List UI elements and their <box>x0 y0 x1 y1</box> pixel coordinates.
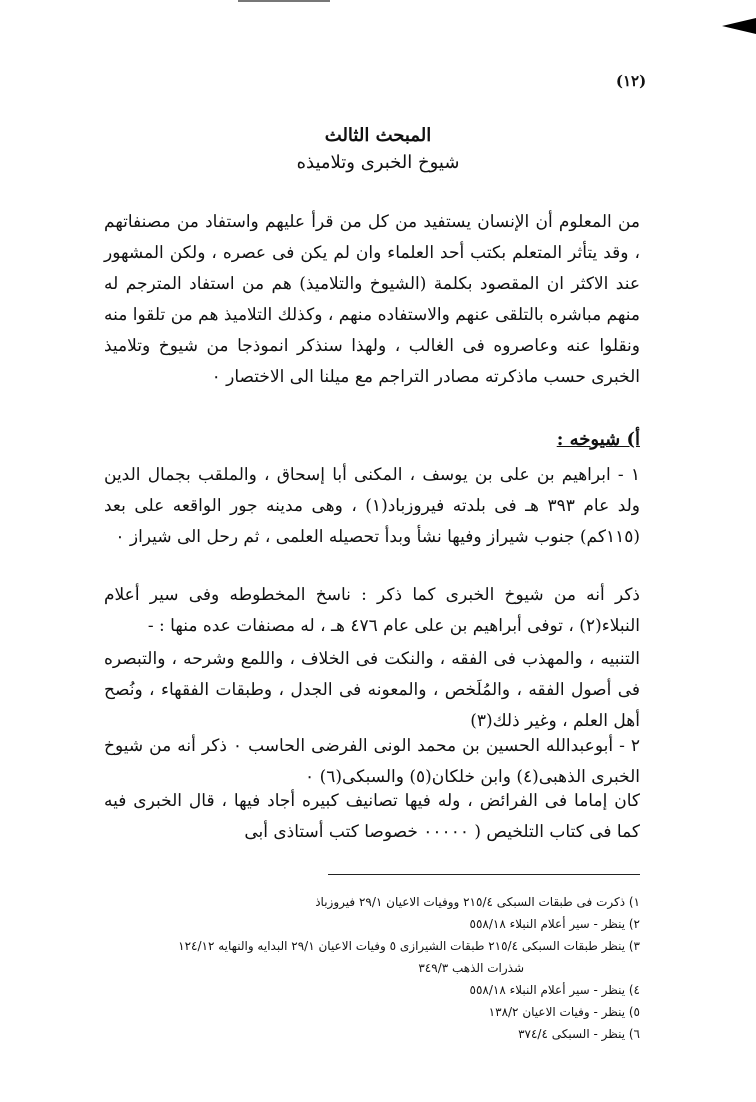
footnote-4: ٤) ينظر - سير أعلام النبلاء ٥٥٨/١٨ <box>469 983 640 997</box>
teacher-entry-2-details: كان إماما فى الفرائض ، وله فيها تصانيف كبيره أجاد فيها ، قال الخبرى فيه كما فى كتاب التلخيص ( ٠٠٠٠٠ خصوصا كتب أستاذى أبى <box>104 791 640 842</box>
footnote-6: ٦) ينظر - السبكى ٣٧٤/٤ <box>518 1027 640 1041</box>
scan-edge-mark <box>238 0 330 2</box>
section-heading-teachers: أ) شيوخه : <box>556 429 640 450</box>
teacher-entry-2: ٢ - أبوعبدالله الحسين بن محمد الونى الفرضى الحاسب ٠ ذكر أنه من شيوخ الخبرى الذهبى(٤) وابن خلكان(٥) والسبكى(٦) ٠ <box>104 736 640 787</box>
page-corner-marker <box>722 18 756 34</box>
footnote-separator <box>328 874 640 875</box>
teacher-entry-1-source: ذكر أنه من شيوخ الخبرى كما ذكر : ناسخ المخطوطه وفى سير أعلام النبلاء(٢) ، توفى أبراهيم بن على عام ٤٧٦ هـ ، له مصنفات عده منها : - <box>104 585 640 636</box>
chapter-title: المبحث الثالث <box>324 125 432 146</box>
teacher-entry-1-works: التنبيه ، والمهذب فى الفقه ، والنكت فى الخلاف ، واللمع وشرحه ، والتبصره فى أصول الفقه ، والمُلَخص ، والمعونه فى الجدل ، وطبقات الفقهاء ، ونُصح أهل العلم ، وغير ذلك(٣) <box>104 649 640 731</box>
footnote-3-continuation: شذرات الذهب ٣٤٩/٣ <box>418 961 524 975</box>
page-number: (١٢) <box>615 72 647 90</box>
chapter-subtitle: شيوخ الخبرى وتلاميذه <box>296 152 460 173</box>
footnote-2: ٢) ينظر - سير أعلام النبلاء ٥٥٨/١٨ <box>469 917 640 931</box>
footnote-1: ١) ذكرت فى طبقات السبكى ٢١٥/٤ ووفيات الاعيان ٢٩/١ فيروزباذ <box>315 895 640 909</box>
footnotes <box>104 891 640 1045</box>
intro-paragraph: من المعلوم أن الإنسان يستفيد من كل من قرأ عليهم واستفاد من مصنفاتهم ، وقد يتأثر المتعلم بكتب أحد العلماء وان لم يكن فى عصره ، ولكن المشهور عند الاكثر ان المقصود بكلمة (الشيوخ والتلاميذ) هم من استفاد المترجم له منهم مباشره بالتلقى عنهم والاستفاده منهم ، وكذلك التلاميذ هم من تلقوا منه ونقلوا عنه وعاصروه فى الغالب ، ولهذا سنذكر انموذجا من شيوخ وتلاميذ الخبرى حسب ماذكرته مصادر التراجم مع ميلنا الى الاختصار ٠ <box>104 212 640 387</box>
footnote-3: ٣) ينظر طبقات السبكى ٢١٥/٤ طبقات الشيرازى ٥ وفيات الاعيان ٢٩/١ البدايه والنهايه ١٢٤/١٢ <box>178 939 640 953</box>
teacher-entry-1: ١ - ابراهيم بن على بن يوسف ، المكنى أبا إسحاق ، والملقب بجمال الدين ولد عام ٣٩٣ هـ فى بلدته فيروزباد(١) ، وهى مدينه جور الواقعه على بعد (١١٥كم) جنوب شيراز وفيها نشأ وبدأ تحصيله العلمى ، ثم رحل الى شيراز ٠ <box>104 465 641 547</box>
footnote-5: ٥) ينظر - وفيات الاعيان ١٣٨/٢ <box>488 1005 640 1019</box>
